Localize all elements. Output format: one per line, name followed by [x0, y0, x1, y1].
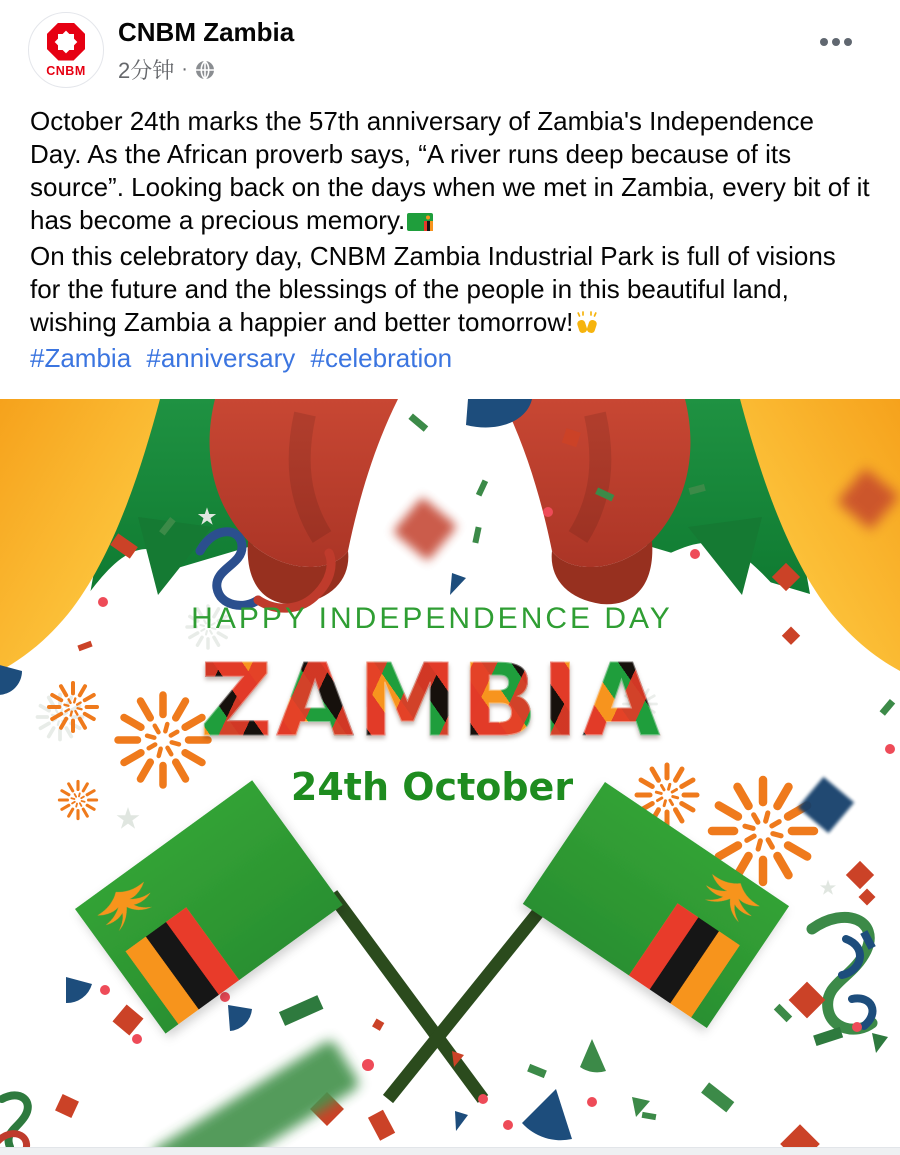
hashtag-row [30, 342, 870, 375]
section-divider [0, 1147, 900, 1155]
globe-icon [195, 60, 215, 80]
cnbm-logo-icon [47, 23, 85, 61]
post-image[interactable] [0, 399, 900, 1147]
header-meta [118, 12, 856, 85]
page-name[interactable]: CNBM Zambia [118, 17, 295, 47]
image-heading: HAPPY INDEPENDENCE DAY [191, 602, 673, 635]
page-avatar[interactable] [28, 12, 104, 88]
raised-hands-emoji [575, 309, 599, 342]
cnbm-logo-text: CNBM [46, 63, 86, 78]
zambia-flag-emoji [407, 207, 433, 240]
hashtag-link[interactable]: #Zambia [30, 343, 132, 373]
post-text [0, 105, 900, 375]
separator-dot: · [181, 58, 188, 81]
post-timestamp[interactable]: 2分钟 [118, 58, 175, 84]
post-paragraph: On this celebratory day, CNBM Zambia Industrial Park is full of visions for the future and the blessings of the people in this beautiful land, wishing Zambia a happier and better tomorrow! [30, 240, 870, 342]
hashtag-link[interactable]: #anniversary [146, 343, 296, 373]
post-header [0, 0, 900, 92]
post-paragraph: October 24th marks the 57th anniversary of Zambia's Independence Day. As the African proverb says, “A river runs deep because of its source”. Looking back on the days when we met in Zambia, every bit of it has become a precious memory. [30, 105, 870, 240]
celebration-artwork [0, 399, 900, 1147]
more-options-button[interactable] [814, 32, 858, 52]
hashtag-link[interactable]: #celebration [310, 343, 453, 373]
image-date: 24th October [290, 765, 574, 809]
